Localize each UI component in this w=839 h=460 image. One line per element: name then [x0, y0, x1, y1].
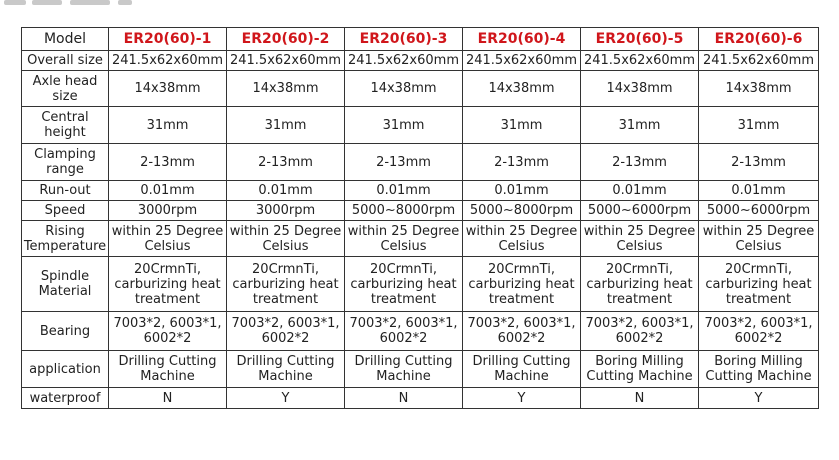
table-cell-line: Machine: [494, 369, 549, 384]
table-cell-line: 6002*2: [734, 331, 783, 346]
table-cell-bearing-1: [109, 312, 227, 351]
table-cell-central-height-6: [699, 107, 819, 144]
table-cell-rising-temperature-2: [227, 221, 345, 257]
table-cell-line: 14x38mm: [606, 81, 673, 96]
table-cell-line: 20CrmnTi,: [606, 261, 673, 277]
table-cell-line: 31mm: [500, 117, 543, 133]
row-label-line: Run-out: [39, 183, 91, 198]
table-row-bearing: [22, 312, 819, 351]
table-cell-central-height-5: [581, 107, 699, 144]
model-header-6: ER20(60)-6: [699, 28, 819, 51]
table-cell-bearing-6: [699, 312, 819, 351]
table-cell-line: Cutting Machine: [586, 369, 693, 384]
table-cell-spindle-material-5: [581, 257, 699, 312]
table-cell-line: carburizing heat: [586, 276, 693, 292]
row-label-line: Clamping: [34, 147, 96, 162]
table-cell-clamping-range-2: [227, 144, 345, 181]
table-cell-line: 7003*2, 6003*1,: [704, 316, 813, 331]
table-cell-line: treatment: [488, 291, 555, 307]
table-cell-run-out-1: [109, 181, 227, 201]
table-cell-line: carburizing heat: [705, 276, 812, 292]
table-cell-line: 0.01mm: [612, 183, 667, 198]
table-cell-line: 5000~6000rpm: [587, 203, 692, 218]
table-cell-run-out-4: [463, 181, 581, 201]
table-row-clamping-range: [22, 144, 819, 181]
table-cell-line: 20CrmnTi,: [252, 261, 319, 277]
table-cell-line: Drilling Cutting: [472, 354, 571, 369]
table-cell-line: within 25 Degree: [229, 223, 342, 239]
row-label-speed: [22, 201, 109, 221]
spec-table: [21, 27, 819, 409]
table-cell-line: 241.5x62x60mm: [111, 53, 223, 68]
table-cell-central-height-1: [109, 107, 227, 144]
table-cell-spindle-material-3: [345, 257, 463, 312]
table-cell-speed-5: [581, 201, 699, 221]
table-cell-line: 5000~8000rpm: [351, 203, 456, 218]
row-label-overall-size: [22, 51, 109, 71]
table-cell-line: within 25 Degree: [111, 223, 224, 239]
table-row-speed: [22, 201, 819, 221]
table-cell-line: treatment: [606, 291, 673, 307]
table-cell-line: 3000rpm: [137, 203, 198, 218]
row-label-line: Temperature: [23, 238, 107, 254]
table-cell-rising-temperature-6: [699, 221, 819, 257]
table-cell-spindle-material-1: [109, 257, 227, 312]
table-cell-line: 6002*2: [261, 331, 310, 346]
table-cell-line: treatment: [252, 291, 319, 307]
table-cell-run-out-2: [227, 181, 345, 201]
row-label-axle-head-size: [22, 71, 109, 107]
table-cell-rising-temperature-5: [581, 221, 699, 257]
row-label-line: Central: [41, 110, 89, 125]
table-cell-line: Y: [517, 390, 526, 406]
table-cell-line: treatment: [134, 291, 201, 307]
table-cell-rising-temperature-3: [345, 221, 463, 257]
table-cell-line: 2-13mm: [258, 154, 313, 170]
row-label-line: Overall size: [27, 53, 103, 68]
table-cell-waterproof-4: [463, 388, 581, 409]
table-cell-bearing-3: [345, 312, 463, 351]
row-label-central-height: [22, 107, 109, 144]
table-cell-speed-3: [345, 201, 463, 221]
table-cell-overall-size-1: [109, 51, 227, 71]
table-cell-line: within 25 Degree: [583, 223, 696, 239]
table-cell-application-4: [463, 351, 581, 388]
table-row-application: [22, 351, 819, 388]
table-cell-axle-head-size-4: [463, 71, 581, 107]
table-cell-line: 6002*2: [379, 331, 428, 346]
table-cell-line: Celsius: [616, 238, 663, 254]
table-cell-line: 7003*2, 6003*1,: [585, 316, 694, 331]
table-cell-clamping-range-4: [463, 144, 581, 181]
row-label-line: Rising: [45, 223, 85, 239]
table-cell-line: Y: [281, 390, 290, 406]
table-cell-line: Machine: [376, 369, 431, 384]
table-row-central-height: [22, 107, 819, 144]
table-cell-line: Boring Milling: [595, 354, 684, 369]
row-label-model: Model: [22, 28, 109, 51]
table-cell-line: 14x38mm: [488, 81, 555, 96]
row-label-line: Speed: [44, 203, 86, 218]
table-cell-line: 241.5x62x60mm: [583, 53, 695, 68]
table-cell-line: 7003*2, 6003*1,: [349, 316, 458, 331]
table-cell-line: 14x38mm: [370, 81, 437, 96]
table-cell-line: carburizing heat: [232, 276, 339, 292]
table-cell-run-out-6: [699, 181, 819, 201]
table-cell-line: 20CrmnTi,: [488, 261, 555, 277]
table-cell-spindle-material-6: [699, 257, 819, 312]
table-cell-line: treatment: [370, 291, 437, 307]
model-header-1: ER20(60)-1: [109, 28, 227, 51]
table-cell-application-3: [345, 351, 463, 388]
row-label-bearing: [22, 312, 109, 351]
table-cell-waterproof-3: [345, 388, 463, 409]
table-cell-run-out-3: [345, 181, 463, 201]
model-header-2: ER20(60)-2: [227, 28, 345, 51]
table-cell-line: Celsius: [498, 238, 545, 254]
table-cell-axle-head-size-5: [581, 71, 699, 107]
table-cell-line: within 25 Degree: [465, 223, 578, 239]
table-cell-waterproof-2: [227, 388, 345, 409]
table-cell-line: 2-13mm: [494, 154, 549, 170]
table-cell-line: 7003*2, 6003*1,: [113, 316, 222, 331]
table-cell-line: 14x38mm: [134, 81, 201, 96]
table-cell-bearing-5: [581, 312, 699, 351]
table-cell-line: 0.01mm: [258, 183, 313, 198]
table-cell-line: 7003*2, 6003*1,: [231, 316, 340, 331]
table-cell-line: Machine: [258, 369, 313, 384]
table-cell-line: 31mm: [737, 117, 780, 133]
model-header-4: ER20(60)-4: [463, 28, 581, 51]
model-header-3: ER20(60)-3: [345, 28, 463, 51]
table-cell-line: 241.5x62x60mm: [347, 53, 459, 68]
top-edge-fragment: [0, 0, 160, 12]
table-cell-spindle-material-2: [227, 257, 345, 312]
table-cell-line: within 25 Degree: [702, 223, 815, 239]
table-cell-line: 0.01mm: [494, 183, 549, 198]
table-cell-line: Y: [754, 390, 763, 406]
table-cell-line: carburizing heat: [350, 276, 457, 292]
table-cell-line: N: [398, 390, 409, 406]
table-row-run-out: [22, 181, 819, 201]
table-cell-line: 2-13mm: [731, 154, 786, 170]
table-cell-line: 31mm: [382, 117, 425, 133]
table-cell-line: Cutting Machine: [705, 369, 812, 384]
model-header-5: ER20(60)-5: [581, 28, 699, 51]
table-cell-clamping-range-6: [699, 144, 819, 181]
table-cell-line: 20CrmnTi,: [134, 261, 201, 277]
table-cell-speed-2: [227, 201, 345, 221]
table-cell-central-height-4: [463, 107, 581, 144]
table-cell-clamping-range-5: [581, 144, 699, 181]
table-cell-line: 2-13mm: [612, 154, 667, 170]
table-cell-line: Machine: [140, 369, 195, 384]
row-label-spindle-material: [22, 257, 109, 312]
table-cell-line: 6002*2: [143, 331, 192, 346]
table-cell-axle-head-size-6: [699, 71, 819, 107]
table-cell-axle-head-size-2: [227, 71, 345, 107]
table-cell-overall-size-4: [463, 51, 581, 71]
table-cell-bearing-2: [227, 312, 345, 351]
row-label-line: size: [52, 88, 78, 104]
table-cell-waterproof-6: [699, 388, 819, 409]
table-cell-line: carburizing heat: [468, 276, 575, 292]
table-cell-run-out-5: [581, 181, 699, 201]
table-cell-line: 6002*2: [497, 331, 546, 346]
row-label-line: Bearing: [39, 323, 91, 339]
table-row-axle-head-size: [22, 71, 819, 107]
table-cell-line: 7003*2, 6003*1,: [467, 316, 576, 331]
table-cell-line: Boring Milling: [714, 354, 803, 369]
row-label-line: waterproof: [29, 390, 101, 406]
table-cell-application-5: [581, 351, 699, 388]
table-cell-line: 3000rpm: [255, 203, 316, 218]
table-cell-line: Celsius: [262, 238, 309, 254]
table-cell-rising-temperature-4: [463, 221, 581, 257]
table-row-spindle-material: [22, 257, 819, 312]
spec-table-body: [22, 28, 819, 409]
table-cell-line: 241.5x62x60mm: [465, 53, 577, 68]
table-cell-speed-6: [699, 201, 819, 221]
table-cell-line: Celsius: [144, 238, 191, 254]
table-cell-application-2: [227, 351, 345, 388]
table-cell-line: treatment: [725, 291, 792, 307]
table-cell-line: 31mm: [264, 117, 307, 133]
table-cell-speed-4: [463, 201, 581, 221]
row-label-application: [22, 351, 109, 388]
row-label-rising-temperature: [22, 221, 109, 257]
table-cell-line: 31mm: [146, 117, 189, 133]
table-row-overall-size: [22, 51, 819, 71]
table-cell-line: 0.01mm: [731, 183, 786, 198]
row-label-line: Axle head: [32, 73, 98, 89]
row-label-line: Material: [38, 284, 92, 299]
row-label-run-out: [22, 181, 109, 201]
table-cell-line: Celsius: [380, 238, 427, 254]
table-row-waterproof: [22, 388, 819, 409]
table-cell-application-1: [109, 351, 227, 388]
table-cell-overall-size-3: [345, 51, 463, 71]
table-cell-application-6: [699, 351, 819, 388]
row-label-line: application: [29, 361, 101, 377]
table-cell-line: 2-13mm: [140, 154, 195, 170]
row-label-clamping-range: [22, 144, 109, 181]
table-cell-waterproof-5: [581, 388, 699, 409]
table-cell-line: Drilling Cutting: [354, 354, 453, 369]
table-cell-speed-1: [109, 201, 227, 221]
table-cell-line: Celsius: [735, 238, 782, 254]
table-row-rising-temperature: [22, 221, 819, 257]
table-cell-line: 2-13mm: [376, 154, 431, 170]
table-cell-line: 14x38mm: [725, 81, 792, 96]
table-cell-line: 5000~6000rpm: [706, 203, 811, 218]
table-cell-line: 5000~8000rpm: [469, 203, 574, 218]
table-cell-clamping-range-1: [109, 144, 227, 181]
table-cell-line: Drilling Cutting: [118, 354, 217, 369]
table-cell-waterproof-1: [109, 388, 227, 409]
row-label-line: height: [44, 125, 86, 140]
table-cell-line: N: [162, 390, 173, 406]
table-cell-line: 241.5x62x60mm: [702, 53, 814, 68]
table-cell-line: 14x38mm: [252, 81, 319, 96]
table-cell-line: carburizing heat: [114, 276, 221, 292]
row-label-waterproof: [22, 388, 109, 409]
table-cell-spindle-material-4: [463, 257, 581, 312]
table-cell-line: 0.01mm: [376, 183, 431, 198]
table-cell-central-height-2: [227, 107, 345, 144]
row-label-line: range: [46, 162, 84, 177]
table-cell-line: 6002*2: [615, 331, 664, 346]
table-cell-line: 0.01mm: [140, 183, 195, 198]
table-cell-line: 241.5x62x60mm: [229, 53, 341, 68]
table-cell-axle-head-size-3: [345, 71, 463, 107]
table-cell-central-height-3: [345, 107, 463, 144]
table-cell-bearing-4: [463, 312, 581, 351]
table-cell-overall-size-5: [581, 51, 699, 71]
table-cell-line: 20CrmnTi,: [725, 261, 792, 277]
table-cell-line: Drilling Cutting: [236, 354, 335, 369]
table-cell-rising-temperature-1: [109, 221, 227, 257]
table-cell-clamping-range-3: [345, 144, 463, 181]
table-cell-line: within 25 Degree: [347, 223, 460, 239]
table-cell-overall-size-2: [227, 51, 345, 71]
table-cell-line: N: [634, 390, 645, 406]
table-cell-line: 20CrmnTi,: [370, 261, 437, 277]
table-cell-line: 31mm: [618, 117, 661, 133]
row-label-line: Spindle: [40, 269, 90, 284]
table-cell-overall-size-6: [699, 51, 819, 71]
table-cell-axle-head-size-1: [109, 71, 227, 107]
table-row-model: [22, 28, 819, 51]
